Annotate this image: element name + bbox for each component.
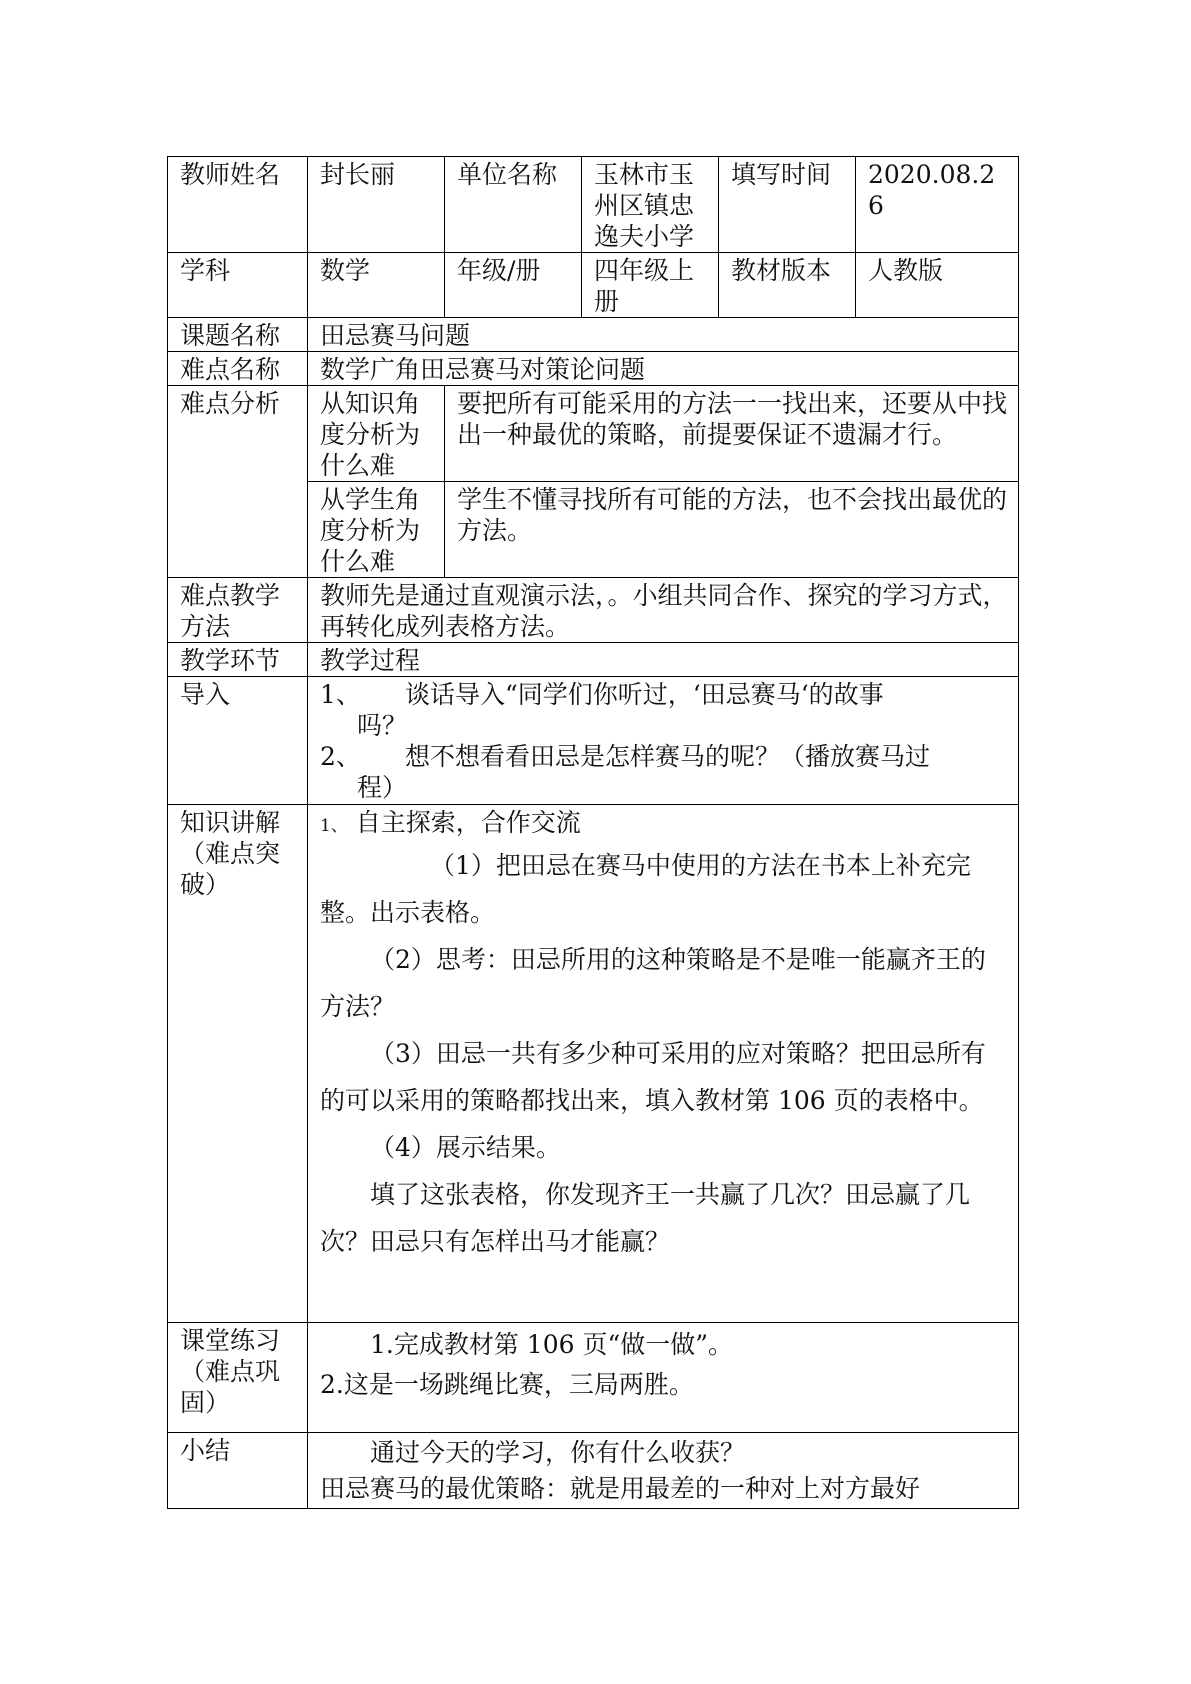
teaching-method-value: 教师先是通过直观演示法，。小组共同合作、探究的学习方式，再转化成列表格方法。	[308, 578, 1019, 643]
knowledge-angle-label: 从知识角度分析为什么难	[308, 386, 445, 482]
row-subject-info	[168, 253, 1019, 318]
unit-name-value: 玉林市玉州区镇忠逸夫小学	[582, 157, 719, 253]
edition-value: 人教版	[856, 253, 1019, 318]
summary-paragraph-1: 通过今天的学习，你有什么收获？	[370, 1438, 746, 1467]
summary-paragraph-2: 田忌赛马的最优策略：就是用最差的一种对上对方最好	[320, 1474, 921, 1503]
fill-date-value: 2020.08.26	[856, 157, 1019, 253]
row-intro	[168, 677, 1019, 805]
row-knowledge	[168, 805, 1019, 1323]
intro-item-1-continuation: 吗？	[357, 711, 408, 740]
edition-label: 教材版本	[719, 253, 856, 318]
topic-value: 田忌赛马问题	[308, 318, 1019, 352]
teaching-method-label: 难点教学方法	[168, 578, 308, 643]
teaching-stage-label: 教学环节	[168, 643, 308, 677]
intro-item-2	[320, 741, 1008, 772]
intro-label: 导入	[168, 677, 308, 805]
knowledge-explanation-content	[308, 805, 1019, 1323]
row-topic	[168, 318, 1019, 352]
lesson-plan-document	[167, 156, 1018, 1509]
intro-item-2-text: 想不想看看田忌是怎样赛马的呢？（播放赛马过	[405, 742, 931, 771]
difficulty-name-value: 数学广角田忌赛马对策论问题	[308, 352, 1019, 386]
teaching-process-label: 教学过程	[308, 643, 1019, 677]
intro-item-2-number: 2、	[320, 742, 361, 771]
subject-label: 学科	[168, 253, 308, 318]
knowledge-paragraph-2: （2）思考：田忌所用的这种策略是不是唯一能赢齐王的方法？	[320, 945, 986, 1021]
student-angle-value: 学生不懂寻找所有可能的方法，也不会找出最优的方法。	[445, 482, 1019, 578]
practice-item-1: 1.完成教材第 106 页“做一做”。	[370, 1330, 734, 1359]
intro-item-2-continuation: 程）	[357, 773, 408, 802]
knowledge-paragraph-3: （3）田忌一共有多少种可采用的应对策略？把田忌所有的可以采用的策略都找出来，填入教材第 106 页的表格中。	[320, 1039, 986, 1115]
knowledge-heading	[320, 807, 1008, 842]
practice-content	[308, 1323, 1019, 1433]
grade-value: 四年级上册	[582, 253, 719, 318]
fill-date-label: 填写时间	[719, 157, 856, 253]
practice-item-2: 2.这是一场跳绳比赛，三局两胜。	[320, 1370, 694, 1399]
knowledge-angle-value: 要把所有可能采用的方法一一找出来，还要从中找出一种最优的策略，前提要保证不遗漏才行。	[445, 386, 1019, 482]
intro-item-1-text: 谈话导入“同学们你听过，‘田忌赛马‘的故事	[405, 680, 884, 709]
teacher-name-value: 封长丽	[308, 157, 445, 253]
row-teacher-info	[168, 157, 1019, 253]
intro-item-1	[320, 679, 1008, 710]
row-analysis-knowledge	[168, 386, 1019, 482]
row-process-header	[168, 643, 1019, 677]
student-angle-label: 从学生角度分析为什么难	[308, 482, 445, 578]
row-difficulty-name	[168, 352, 1019, 386]
knowledge-heading-text: 自主探索，合作交流	[355, 808, 581, 837]
grade-label: 年级/册	[445, 253, 582, 318]
knowledge-explanation-label: 知识讲解（难点突破）	[168, 805, 308, 1323]
topic-label: 课题名称	[168, 318, 308, 352]
unit-name-label: 单位名称	[445, 157, 582, 253]
knowledge-paragraph-4: （4）展示结果。	[370, 1133, 561, 1162]
difficulty-analysis-label: 难点分析	[168, 386, 308, 578]
row-summary	[168, 1433, 1019, 1509]
teacher-name-label: 教师姓名	[168, 157, 308, 253]
intro-item-1-number: 1、	[320, 680, 361, 709]
row-teaching-method	[168, 578, 1019, 643]
subject-value: 数学	[308, 253, 445, 318]
knowledge-paragraph-5: 填了这张表格，你发现齐王一共赢了几次？田忌赢了几次？田忌只有怎样出马才能赢？	[320, 1180, 971, 1256]
summary-label: 小结	[168, 1433, 308, 1509]
practice-label: 课堂练习（难点巩固）	[168, 1323, 308, 1433]
intro-content	[308, 677, 1019, 805]
row-practice	[168, 1323, 1019, 1433]
summary-content	[308, 1433, 1019, 1509]
knowledge-paragraph-1: （1）把田忌在赛马中使用的方法在书本上补充完整。出示表格。	[320, 851, 971, 927]
difficulty-name-label: 难点名称	[168, 352, 308, 386]
knowledge-heading-number: 1、	[320, 816, 348, 836]
lesson-plan-table	[167, 156, 1019, 1509]
